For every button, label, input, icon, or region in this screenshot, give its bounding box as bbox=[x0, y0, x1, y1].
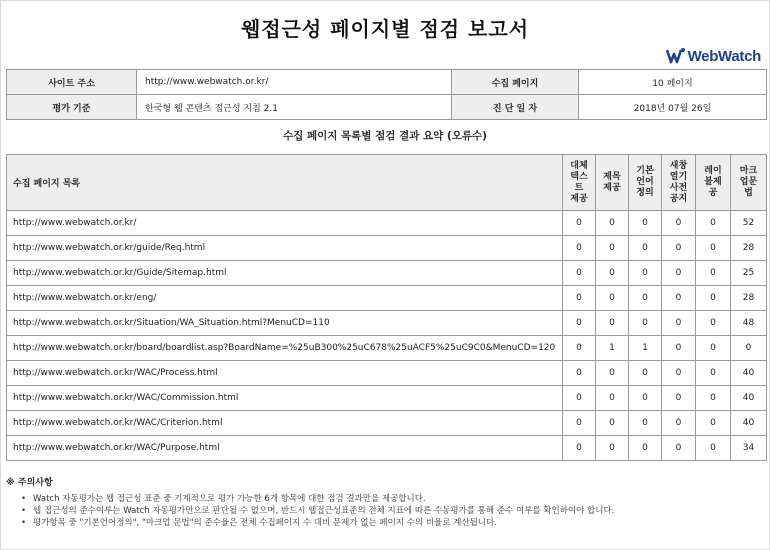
error-count-cell: 0 bbox=[662, 336, 696, 361]
column-header-line: 공 bbox=[708, 188, 718, 198]
collected-pages-value: 10 페이지 bbox=[579, 70, 767, 95]
column-header-line: 트 bbox=[574, 182, 584, 193]
error-count-cell: 0 bbox=[696, 236, 731, 261]
error-count-cell: 0 bbox=[596, 286, 629, 311]
report-title: 웹접근성 페이지별 점검 보고서 bbox=[240, 17, 530, 41]
results-table bbox=[6, 154, 767, 461]
column-header-line: 법 bbox=[744, 188, 753, 198]
error-count-cell: 0 bbox=[662, 261, 696, 286]
results-subtitle: 수집 페이지 목록별 점검 결과 요약 (오류수) bbox=[283, 130, 487, 142]
url-column-header: 수집 페이지 목록 bbox=[7, 155, 563, 211]
error-count-cell: 0 bbox=[629, 286, 662, 311]
error-count-cell: 0 bbox=[596, 211, 629, 236]
column-header-line: 열기 bbox=[669, 171, 688, 182]
table-row bbox=[7, 236, 767, 261]
notes-title: ※ 주의사항 bbox=[6, 478, 53, 488]
error-count-cell: 0 bbox=[563, 361, 596, 386]
page-url-cell: http://www.webwatch.or.kr/WAC/Process.html bbox=[7, 361, 563, 386]
error-count-cell: 0 bbox=[629, 361, 662, 386]
column-header-line: 대체 bbox=[570, 160, 588, 171]
diagnosis-date-label: 진 단 일 자 bbox=[452, 95, 579, 120]
column-header-line: 레이 bbox=[704, 166, 722, 176]
error-count-cell: 0 bbox=[596, 236, 629, 261]
column-header-line: 제공 bbox=[603, 182, 621, 193]
error-count-cell: 0 bbox=[662, 311, 696, 336]
column-header-line: 언어 bbox=[636, 177, 654, 187]
error-count-cell: 40 bbox=[731, 386, 767, 411]
error-count-cell: 0 bbox=[696, 336, 731, 361]
column-header bbox=[731, 155, 767, 211]
table-row bbox=[7, 336, 767, 361]
column-header bbox=[563, 155, 596, 211]
error-count-cell: 28 bbox=[731, 286, 767, 311]
error-count-cell: 0 bbox=[696, 261, 731, 286]
error-count-cell: 0 bbox=[629, 436, 662, 461]
error-count-cell: 0 bbox=[563, 261, 596, 286]
column-header-line: 정의 bbox=[636, 188, 654, 198]
error-count-cell: 0 bbox=[596, 436, 629, 461]
error-count-cell: 0 bbox=[696, 361, 731, 386]
error-count-cell: 0 bbox=[596, 311, 629, 336]
column-header bbox=[629, 155, 662, 211]
error-count-cell: 25 bbox=[731, 261, 767, 286]
error-count-cell: 0 bbox=[596, 411, 629, 436]
column-header-line: 기본 bbox=[636, 166, 654, 176]
page-url-cell: http://www.webwatch.or.kr/eng/ bbox=[7, 286, 563, 311]
diagnosis-date-value: 2018년 07월 26일 bbox=[579, 95, 767, 120]
site-address-value: http://www.webwatch.or.kr/ bbox=[137, 70, 452, 95]
webwatch-logo bbox=[666, 47, 761, 65]
error-count-cell: 0 bbox=[563, 286, 596, 311]
notes-list bbox=[21, 493, 761, 529]
error-count-cell: 0 bbox=[563, 236, 596, 261]
error-count-cell: 0 bbox=[662, 386, 696, 411]
site-info-row bbox=[7, 70, 767, 95]
error-count-cell: 0 bbox=[662, 436, 696, 461]
table-row bbox=[7, 211, 767, 236]
page-url-cell: http://www.webwatch.or.kr/ bbox=[7, 211, 563, 236]
column-header-line: 공지 bbox=[669, 193, 688, 204]
note-item: • Watch 자동평가는 웹 접근성 표준 중 기계적으로 평가 가능한 6개 항목에 대한 점검 결과만을 제공합니다. bbox=[21, 493, 761, 505]
error-count-cell: 0 bbox=[629, 211, 662, 236]
table-row bbox=[7, 361, 767, 386]
logo-text: WebWatch bbox=[687, 47, 761, 65]
error-count-cell: 0 bbox=[696, 436, 731, 461]
error-count-cell: 0 bbox=[596, 361, 629, 386]
error-count-cell: 0 bbox=[696, 286, 731, 311]
note-item: • 웹 접근성의 준수여부는 Watch 자동평가만으로 판단될 수 없으며, 반드시 웹접근성표준의 전체 지표에 따른 수동평가를 통해 준수 여부를 확인하여야 합니다. bbox=[21, 505, 761, 517]
site-info-table bbox=[6, 69, 767, 120]
error-count-cell: 0 bbox=[563, 411, 596, 436]
site-info-row bbox=[7, 95, 767, 120]
error-count-cell: 48 bbox=[731, 311, 767, 336]
error-count-cell: 0 bbox=[662, 236, 696, 261]
error-count-cell: 0 bbox=[696, 311, 731, 336]
column-header-line: 제목 bbox=[603, 171, 621, 182]
error-count-cell: 0 bbox=[563, 311, 596, 336]
column-header-line: 업문 bbox=[739, 177, 758, 187]
error-count-cell: 40 bbox=[731, 361, 767, 386]
table-row bbox=[7, 311, 767, 336]
error-count-cell: 40 bbox=[731, 411, 767, 436]
page-url-cell: http://www.webwatch.or.kr/WAC/Purpose.html bbox=[7, 436, 563, 461]
error-count-cell: 0 bbox=[662, 211, 696, 236]
error-count-cell: 1 bbox=[596, 336, 629, 361]
error-count-cell: 0 bbox=[629, 386, 662, 411]
error-count-cell: 34 bbox=[731, 436, 767, 461]
error-count-cell: 0 bbox=[696, 211, 731, 236]
page-url-cell: http://www.webwatch.or.kr/WAC/Criterion.html bbox=[7, 411, 563, 436]
page-url-cell: http://www.webwatch.or.kr/board/boardlist.asp?BoardName=%25uB300%25uC678%25uACF5%25uC9C0&MenuCD=120 bbox=[7, 336, 563, 361]
error-count-cell: 0 bbox=[596, 386, 629, 411]
column-header-line: 마크 bbox=[739, 166, 758, 176]
note-item: • 평가항목 중 "기본언어정의", "마크업 문법"의 준수율은 전체 수집페이지 수 대비 문제가 없는 페이지 수의 비율로 계산됩니다. bbox=[21, 517, 761, 529]
webwatch-logo-icon bbox=[666, 47, 686, 65]
evaluation-standard-value: 한국형 웹 콘텐츠 접근성 지침 2.1 bbox=[137, 95, 452, 120]
table-row bbox=[7, 411, 767, 436]
column-header-line: 텍스 bbox=[570, 171, 588, 182]
error-count-cell: 0 bbox=[662, 361, 696, 386]
page-url-cell: http://www.webwatch.or.kr/Guide/Sitemap.html bbox=[7, 261, 563, 286]
column-header bbox=[662, 155, 696, 211]
error-count-cell: 0 bbox=[731, 336, 767, 361]
error-count-cell: 0 bbox=[662, 411, 696, 436]
column-header bbox=[596, 155, 629, 211]
error-count-cell: 1 bbox=[629, 336, 662, 361]
column-header bbox=[696, 155, 731, 211]
column-header-line: 블제 bbox=[704, 177, 722, 187]
table-row bbox=[7, 386, 767, 411]
error-count-cell: 0 bbox=[563, 336, 596, 361]
page-url-cell: http://www.webwatch.or.kr/Situation/WA_Situation.html?MenuCD=110 bbox=[7, 311, 563, 336]
error-count-cell: 28 bbox=[731, 236, 767, 261]
page-url-cell: http://www.webwatch.or.kr/guide/Req.html bbox=[7, 236, 563, 261]
evaluation-standard-label: 평가 기준 bbox=[7, 95, 137, 120]
error-count-cell: 0 bbox=[629, 411, 662, 436]
error-count-cell: 52 bbox=[731, 211, 767, 236]
page-url-cell: http://www.webwatch.or.kr/WAC/Commission.html bbox=[7, 386, 563, 411]
column-header-line: 제공 bbox=[570, 193, 588, 204]
error-count-cell: 0 bbox=[563, 436, 596, 461]
error-count-cell: 0 bbox=[696, 386, 731, 411]
error-count-cell: 0 bbox=[662, 286, 696, 311]
results-header-row bbox=[7, 155, 767, 211]
column-header-line: 사전 bbox=[669, 182, 688, 193]
error-count-cell: 0 bbox=[563, 211, 596, 236]
error-count-cell: 0 bbox=[696, 411, 731, 436]
error-count-cell: 0 bbox=[563, 386, 596, 411]
table-row bbox=[7, 261, 767, 286]
error-count-cell: 0 bbox=[629, 236, 662, 261]
column-header-line: 새창 bbox=[669, 160, 688, 171]
table-row bbox=[7, 436, 767, 461]
error-count-cell: 0 bbox=[596, 261, 629, 286]
collected-pages-label: 수집 페이지 bbox=[452, 70, 579, 95]
table-row bbox=[7, 286, 767, 311]
error-count-cell: 0 bbox=[629, 311, 662, 336]
site-address-label: 사이트 주소 bbox=[7, 70, 137, 95]
error-count-cell: 0 bbox=[629, 261, 662, 286]
